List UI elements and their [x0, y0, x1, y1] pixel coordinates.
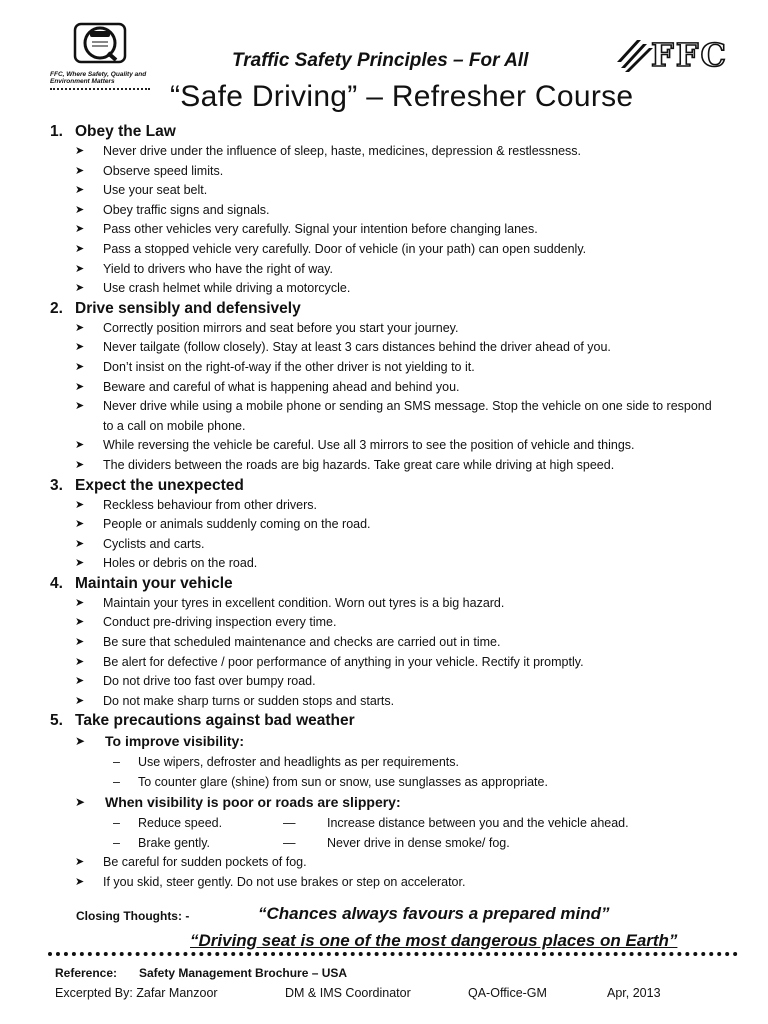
- dash-item-text: To counter glare (shine) from sun or snow, use sunglasses as appropriate.: [138, 775, 548, 790]
- list-item: [50, 515, 750, 535]
- bullet-arrow-icon: ➤: [75, 795, 86, 810]
- list-item: [50, 260, 750, 280]
- section-heading: [50, 574, 750, 594]
- dash-item-right-text: Never drive in dense smoke/ fog.: [327, 836, 510, 851]
- dash-marker: —: [283, 836, 296, 851]
- bullet-arrow-icon: ➤: [75, 282, 85, 295]
- ffc-brand-logo: [615, 34, 735, 79]
- bullet-arrow-icon: ➤: [75, 380, 85, 393]
- bullet-arrow-icon: ➤: [75, 655, 85, 668]
- ffc-quality-logo: [50, 22, 160, 90]
- footer-excerpted-by: Excerpted By: Zafar Manzoor: [55, 986, 218, 1000]
- list-item: [50, 162, 750, 182]
- tagline-underline: [50, 88, 150, 90]
- subheading-poor-visibility: [50, 792, 750, 813]
- list-item-text: Do not drive too fast over bumpy road.: [103, 674, 316, 689]
- list-item: [50, 240, 750, 260]
- closing-quote-1: “Chances always favours a prepared mind”: [258, 904, 610, 923]
- list-item-text: Beware and careful of what is happening ahead and behind you.: [103, 379, 460, 394]
- list-item-text: Yield to drivers who have the right of way.: [103, 261, 333, 276]
- dotted-divider: [48, 952, 738, 956]
- list-item-text: People or animals suddenly coming on the road.: [103, 517, 371, 532]
- bullet-arrow-icon: ➤: [75, 400, 85, 413]
- bullet-arrow-icon: ➤: [75, 341, 85, 354]
- list-item: [50, 554, 750, 574]
- list-item: [50, 456, 750, 476]
- dash-item-left-text: Brake gently.: [138, 836, 211, 851]
- bullet-arrow-icon: ➤: [75, 458, 85, 471]
- section-title: Drive sensibly and defensively: [75, 299, 301, 317]
- dash-marker: –: [113, 755, 120, 770]
- list-item-text: While reversing the vehicle be careful. Use all 3 mirrors to see the position of vehicle and things.: [103, 438, 635, 453]
- section-title: Maintain your vehicle: [75, 574, 233, 592]
- list-item: [50, 692, 750, 712]
- list-item: [50, 672, 750, 692]
- list-item: [50, 181, 750, 201]
- dash-marker: –: [113, 836, 120, 851]
- list-item-text: Holes or debris on the road.: [103, 556, 258, 571]
- dash-list-item: [50, 833, 750, 853]
- list-item-text: Never drive under the influence of sleep, haste, medicines, depression & restlessness.: [103, 144, 582, 158]
- bullet-arrow-icon: ➤: [75, 694, 85, 707]
- footer-date: Apr, 2013: [607, 986, 661, 1000]
- section-title: Obey the Law: [75, 123, 176, 140]
- list-item: [50, 220, 750, 240]
- bullet-arrow-icon: ➤: [75, 636, 85, 649]
- list-item-text: Obey traffic signs and signals.: [103, 202, 270, 217]
- reference-label: Reference:: [55, 966, 118, 980]
- list-item-text: Never drive while using a mobile phone or sending an SMS message. Stop the vehicle on one side to respond to a call on mobile phone.: [103, 399, 712, 433]
- list-item: [50, 142, 750, 162]
- list-item-text: Correctly position mirrors and seat before you start your journey.: [103, 320, 459, 335]
- bullet-arrow-icon: ➤: [75, 734, 86, 749]
- list-item: [50, 378, 750, 398]
- list-item: [50, 358, 750, 378]
- closing-quote-2: “Driving seat is one of the most dangerous places on Earth”: [190, 931, 678, 950]
- section-heading: [50, 299, 750, 319]
- bullet-arrow-icon: ➤: [75, 223, 85, 236]
- subheading-improve-visibility: [50, 731, 750, 752]
- section-number: 5.: [50, 712, 63, 730]
- dash-marker: –: [113, 775, 120, 790]
- dash-item-text: Use wipers, defroster and headlights as per requirements.: [138, 755, 459, 770]
- list-item: [50, 594, 750, 614]
- bullet-arrow-icon: ➤: [75, 518, 85, 531]
- list-item-text: Reckless behaviour from other drivers.: [103, 497, 317, 512]
- section-heading: [50, 476, 750, 496]
- list-item: [50, 496, 750, 516]
- dash-marker: –: [113, 816, 120, 831]
- dash-list-item: [50, 772, 750, 792]
- footer-reference: [55, 966, 347, 980]
- section-title: Take precautions against bad weather: [75, 712, 355, 730]
- bullet-arrow-icon: ➤: [75, 321, 85, 334]
- bullet-arrow-icon: ➤: [75, 145, 85, 157]
- subheading-text: When visibility is poor or roads are slippery:: [105, 794, 401, 811]
- list-item: [50, 319, 750, 339]
- list-item-text: Conduct pre-driving inspection every time.: [103, 615, 337, 630]
- bullet-arrow-icon: ➤: [75, 616, 85, 629]
- list-item-text: Observe speed limits.: [103, 163, 224, 178]
- list-item: [50, 653, 750, 673]
- list-item: [50, 613, 750, 633]
- list-item-text: Be careful for sudden pockets of fog.: [103, 855, 307, 870]
- list-item-text: The dividers between the roads are big hazards. Take great care while driving at high speed.: [103, 457, 615, 472]
- bullet-arrow-icon: ➤: [75, 242, 85, 255]
- bullet-arrow-icon: ➤: [75, 675, 85, 688]
- list-item: [50, 535, 750, 555]
- section-number: 1.: [50, 123, 63, 140]
- list-item: [50, 436, 723, 456]
- list-item: [50, 338, 723, 358]
- dash-list-item: [50, 813, 750, 833]
- bullet-arrow-icon: ➤: [75, 262, 85, 275]
- logo-tagline: FFC, Where Safety, Quality and Environment Matters: [50, 71, 147, 85]
- bullet-arrow-icon: ➤: [75, 439, 85, 452]
- footer-role: DM & IMS Coordinator: [285, 986, 411, 1000]
- list-item-text: If you skid, steer gently. Do not use brakes or step on accelerator.: [103, 875, 466, 890]
- section-number: 4.: [50, 574, 63, 592]
- ffc-brand-text: FFC: [651, 36, 728, 74]
- bullet-arrow-icon: ➤: [75, 164, 85, 177]
- section-heading: [50, 711, 750, 731]
- list-item-text: Use your seat belt.: [103, 183, 208, 198]
- list-item-text: Maintain your tyres in excellent condition. Worn out tyres is a big hazard.: [103, 595, 505, 610]
- bullet-arrow-icon: ➤: [75, 876, 85, 889]
- dash-list-item: [50, 752, 750, 772]
- list-item-text: Pass other vehicles very carefully. Signal your intention before changing lanes.: [103, 222, 538, 237]
- dash-item-right-text: Increase distance between you and the vehicle ahead.: [327, 816, 629, 831]
- closing-label: Closing Thoughts: -: [76, 909, 190, 923]
- dash-marker: —: [283, 816, 296, 831]
- bullet-arrow-icon: ➤: [75, 498, 85, 511]
- bullet-arrow-icon: ➤: [75, 360, 85, 373]
- list-item: [50, 853, 750, 873]
- footer-office: QA-Office-GM: [468, 986, 547, 1000]
- bullet-arrow-icon: ➤: [75, 184, 85, 197]
- bullet-arrow-icon: ➤: [75, 537, 85, 550]
- bullet-arrow-icon: ➤: [75, 596, 85, 609]
- list-item-text: Use crash helmet while driving a motorcycle.: [103, 281, 351, 296]
- document-title: Traffic Safety Principles – For All: [232, 50, 529, 71]
- list-item-text: Do not make sharp turns or sudden stops and starts.: [103, 693, 395, 708]
- bullet-arrow-icon: ➤: [75, 856, 85, 869]
- list-item-text: Never tailgate (follow closely). Stay at least 3 cars distances behind the driver ahead of you.: [103, 340, 611, 355]
- bullet-arrow-icon: ➤: [75, 203, 85, 216]
- reference-value: Safety Management Brochure – USA: [139, 966, 348, 980]
- section-number: 2.: [50, 299, 63, 317]
- course-title: “Safe Driving” – Refresher Course: [170, 80, 634, 113]
- section-number: 3.: [50, 476, 63, 494]
- list-item: [50, 397, 723, 436]
- bullet-arrow-icon: ➤: [75, 557, 85, 570]
- list-item-text: Cyclists and carts.: [103, 536, 205, 551]
- list-item: [50, 633, 750, 653]
- subheading-text: To improve visibility:: [105, 733, 244, 750]
- list-item: [50, 279, 750, 299]
- list-item: [50, 873, 750, 893]
- list-item-text: Pass a stopped vehicle very carefully. Door of vehicle (in your path) can open suddenly.: [103, 241, 587, 256]
- list-item-text: Be sure that scheduled maintenance and checks are carried out in time.: [103, 635, 501, 650]
- dash-item-left-text: Reduce speed.: [138, 816, 223, 831]
- list-item: [50, 201, 750, 221]
- quality-seal-icon: [72, 22, 160, 69]
- section-title: Expect the unexpected: [75, 476, 244, 494]
- principles-list: [50, 122, 750, 893]
- list-item-text: Be alert for defective / poor performance of anything in your vehicle. Rectify it promptly.: [103, 654, 584, 669]
- section-heading: [50, 122, 750, 142]
- list-item-text: Don’t insist on the right-of-way if the other driver is not yielding to it.: [103, 359, 475, 374]
